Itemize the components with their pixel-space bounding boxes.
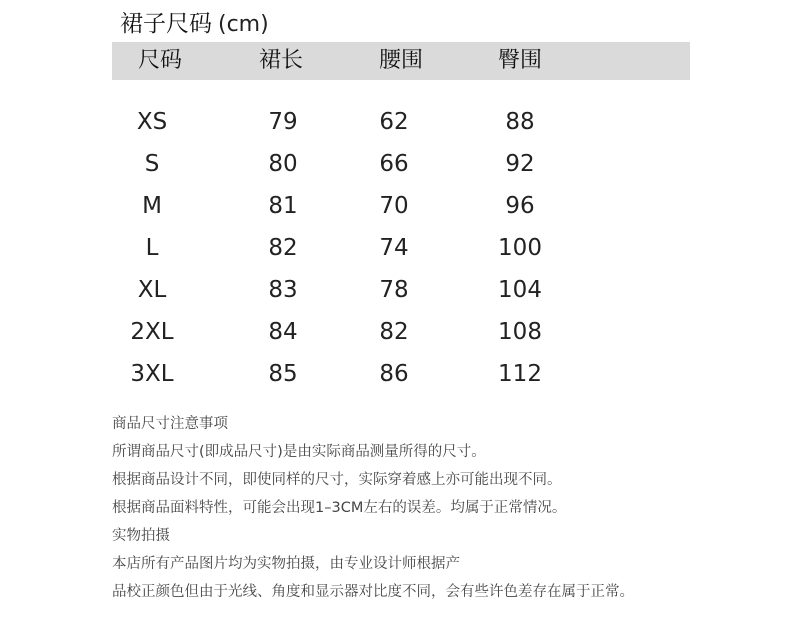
page-title — [120, 8, 269, 41]
cell-hip: 112 — [498, 361, 542, 387]
note-line: 所谓商品尺寸(即成品尺寸)是由实际商品测量所得的尺寸。 — [112, 444, 486, 460]
cell-skirt-length: 79 — [268, 109, 298, 135]
cell-hip: 104 — [498, 277, 542, 303]
header-hip: 臀围 — [497, 48, 542, 73]
cell-size: 2XL — [130, 319, 174, 345]
cell-skirt-length: 81 — [268, 193, 298, 219]
size-table-header — [112, 42, 690, 80]
cell-waist: 86 — [379, 361, 409, 387]
note-line: 本店所有产品图片均为实物拍摄，由专业设计师根据产 — [112, 556, 460, 572]
cell-size: XL — [137, 277, 167, 303]
cell-skirt-length: 84 — [268, 319, 298, 345]
cell-waist: 70 — [379, 193, 409, 219]
cell-size: M — [142, 193, 162, 219]
cell-skirt-length: 85 — [268, 361, 298, 387]
cell-hip: 92 — [505, 151, 535, 177]
cell-skirt-length: 83 — [268, 277, 298, 303]
header-size: 尺码 — [137, 48, 182, 73]
note-line: 根据商品面料特性，可能会出现1–3CM左右的误差。均属于正常情况。 — [112, 500, 567, 516]
table-row — [112, 101, 690, 143]
cell-size: 3XL — [130, 361, 174, 387]
header-waist: 腰围 — [378, 48, 423, 73]
table-row — [112, 227, 690, 269]
cell-skirt-length: 82 — [268, 235, 298, 261]
table-row — [112, 269, 690, 311]
cell-hip: 100 — [498, 235, 542, 261]
title-unit: (cm) — [218, 12, 269, 37]
note-heading-photo: 实物拍摄 — [112, 528, 170, 544]
cell-waist: 62 — [379, 109, 409, 135]
note-line: 根据商品设计不同，即使同样的尺寸，实际穿着感上亦可能出现不同。 — [112, 472, 562, 488]
cell-size: XS — [136, 109, 168, 135]
cell-hip: 108 — [498, 319, 542, 345]
cell-skirt-length: 80 — [268, 151, 298, 177]
table-row — [112, 143, 690, 185]
note-line: 品校正颜色但由于光线、角度和显示器对比度不同，会有些许色差存在属于正常。 — [112, 584, 634, 600]
cell-waist: 78 — [379, 277, 409, 303]
cell-size: S — [144, 151, 160, 177]
table-row — [112, 353, 690, 395]
cell-waist: 74 — [379, 235, 409, 261]
size-notes — [112, 410, 772, 606]
cell-size: L — [145, 235, 159, 261]
cell-waist: 66 — [379, 151, 409, 177]
note-heading-size: 商品尺寸注意事项 — [112, 416, 228, 432]
cell-hip: 88 — [505, 109, 535, 135]
table-row — [112, 185, 690, 227]
title-text: 裙子尺码 — [120, 11, 212, 37]
cell-waist: 82 — [379, 319, 409, 345]
header-skirt-length: 裙长 — [258, 48, 303, 73]
cell-hip: 96 — [505, 193, 535, 219]
table-row — [112, 311, 690, 353]
